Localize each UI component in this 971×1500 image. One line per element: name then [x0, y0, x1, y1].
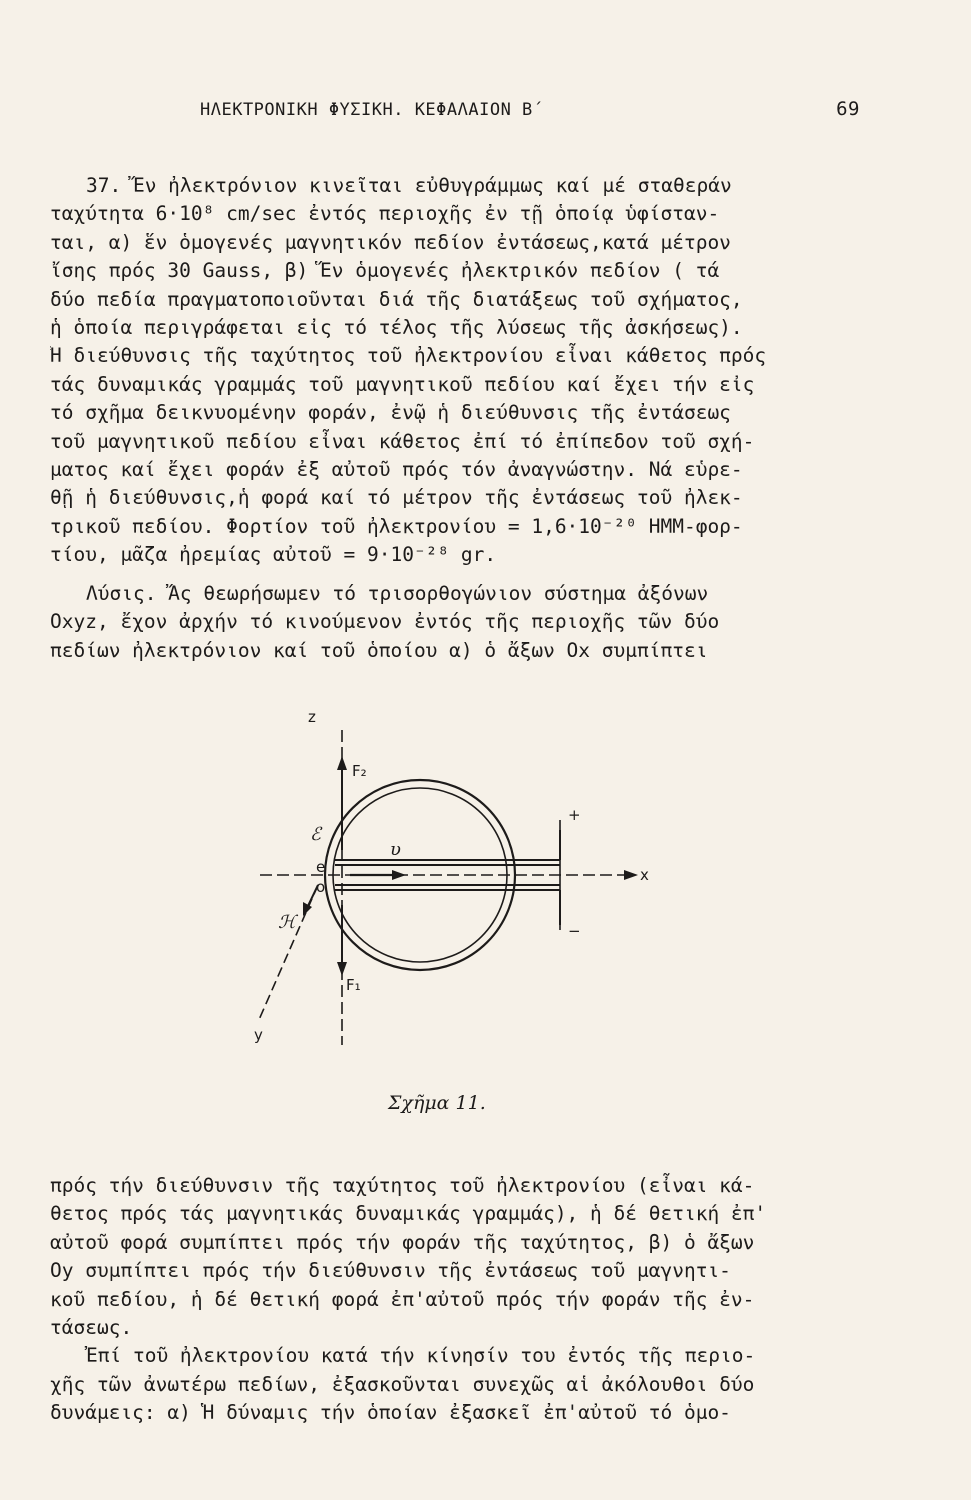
text-line: τό σχῆμα δεικνυομένην φοράν, ἐνῷ ἡ διεύθυνσις τῆς ἐντάσεως	[50, 401, 731, 425]
text-line: κοῦ πεδίου, ἡ δέ θετική φορά ἐπ'αὐτοῦ πρός τήν φοράν τῆς ἐν-	[50, 1287, 755, 1311]
text-line: δυνάμεις: α) Ἡ δύναμις τήν ὁποίαν ἐξασκεῖ ἐπ'αὐτοῦ τό ὁμο-	[50, 1401, 731, 1425]
problem-37	[50, 172, 910, 570]
velocity-arrowhead	[392, 870, 406, 880]
electric-field-label: ℰ	[310, 824, 321, 845]
z-axis-label: z	[308, 708, 316, 726]
y-axis-label: y	[254, 1026, 263, 1044]
text-line: τάς δυναμικάς γραμμάς τοῦ μαγνητικοῦ πεδίου καί ἔχει τήν εἰς	[50, 372, 755, 396]
magnetic-field-label: ℋ	[278, 912, 296, 933]
text-line: πρός τήν διεύθυνσιν τῆς ταχύτητος τοῦ ἠλεκτρονίου (εἶναι κά-	[50, 1174, 755, 1197]
page-number: 69	[836, 98, 860, 120]
text-line: θετος πρός τάς μαγνητικάς δυναμικάς γραμμάς), ἡ δέ θετική ἐπ'	[50, 1202, 767, 1226]
text-line: ταχύτητα 6·10⁸ cm/sec ἐντός περιοχῆς ἐν τῇ ὁποίᾳ ὑφίσταν-	[50, 202, 720, 226]
text-line: ἡ ὁποία περιγράφεται εἰς τό τέλος τῆς λύσεως τῆς ἀσκήσεως).	[50, 316, 743, 340]
text-line: χῆς τῶν ἀνωτέρω πεδίων, ἐξασκοῦνται συνεχῶς αἱ ἀκόλουθοι δύο	[50, 1372, 755, 1396]
text-line: Οxyz, ἔχον ἀρχήν τό κινούμενον ἐντός τῆς περιοχῆς τῶν δύο	[50, 610, 720, 634]
text-line: Ἐπί τοῦ ἠλεκτρονίου κατά τήν κίνησίν του ἐντός τῆς περιο-	[86, 1344, 756, 1368]
text-line: τάσεως.	[50, 1316, 133, 1340]
field-diagram-svg	[230, 700, 670, 1060]
figure-11-diagram	[230, 700, 670, 1060]
x-axis-arrowhead	[624, 870, 638, 880]
text-line: πεδίων ἠλεκτρόνιον καί τοῦ ὁποίου α) ὁ ἄξων Οx συμπίπτει	[50, 638, 708, 662]
text-line: αὐτοῦ φορά συμπίπτει πρός τήν φοράν τῆς ταχύτητος, β) ὁ ἄξων	[50, 1230, 755, 1254]
f2-arrowhead	[337, 756, 347, 770]
text-line: θῇ ἡ διεύθυνσις,ἡ φορά καί τό μέτρον τῆς ἐντάσεως τοῦ ἠλεκ-	[50, 486, 743, 510]
negative-sign: −	[568, 922, 581, 940]
positive-sign: +	[568, 806, 581, 824]
f1-label: F₁	[346, 976, 361, 994]
f2-label: F₂	[352, 762, 367, 780]
electron-label: e	[316, 858, 326, 876]
h-field-arrowhead	[303, 902, 312, 916]
text-line: ἴσης πρός 30 Gauss, β) Ἕν ὁμογενές ἠλεκτρικόν πεδίον ( τά	[50, 259, 720, 283]
text-line: 37. Ἔν ἠλεκτρόνιον κινεῖται εὐθυγράμμως καί μέ σταθεράν	[86, 174, 732, 197]
velocity-label: υ	[390, 839, 401, 860]
solution-continuation	[50, 1172, 910, 1428]
text-line: δύο πεδία πραγματοποιοῦνται διά τῆς διατάξεως τοῦ σχήματος,	[50, 287, 743, 311]
text-line: τίου, μᾶζα ἠρεμίας αὐτοῦ = 9·10⁻²⁸ gr.	[50, 543, 497, 567]
text-line: Ἡ διεύθυνσις τῆς ταχύτητος τοῦ ἠλεκτρονίου εἶναι κάθετος πρός	[50, 344, 767, 368]
text-line: ματος καί ἔχει φοράν ἐξ αὐτοῦ πρός τόν ἀναγνώστην. Νά εὑρε-	[50, 458, 743, 482]
origin-label: o	[316, 878, 326, 896]
running-title: ΗΛΕΚΤΡΟΝΙΚΗ ΦΥΣΙΚΗ. ΚΕΦΑΛΑΙΟΝ Β΄	[200, 100, 544, 120]
text-line: Οy συμπίπτει πρός τήν διεύθυνσιν τῆς ἐντάσεως τοῦ μαγνητι-	[50, 1259, 731, 1283]
text-line: τοῦ μαγνητικοῦ πεδίου εἶναι κάθετος ἐπί τό ἐπίπεδον τοῦ σχή-	[50, 429, 755, 453]
f1-arrowhead	[337, 962, 347, 976]
text-line: ται, α) ἕν ὁμογενές μαγνητικόν πεδίον ἐντάσεως,κατά μέτρον	[50, 230, 731, 254]
figure-caption: Σχῆμα 11.	[388, 1092, 486, 1114]
solution-intro	[50, 580, 910, 665]
text-line: Λύσις. Ἄς θεωρήσωμεν τό τρισορθογώνιον σύστημα ἀξόνων	[86, 582, 709, 605]
x-axis-label: x	[640, 866, 649, 884]
text-line: τρικοῦ πεδίου. Φορτίον τοῦ ἠλεκτρονίου = 1,6·10⁻²⁰ ΗΜΜ-φορ-	[50, 514, 743, 538]
